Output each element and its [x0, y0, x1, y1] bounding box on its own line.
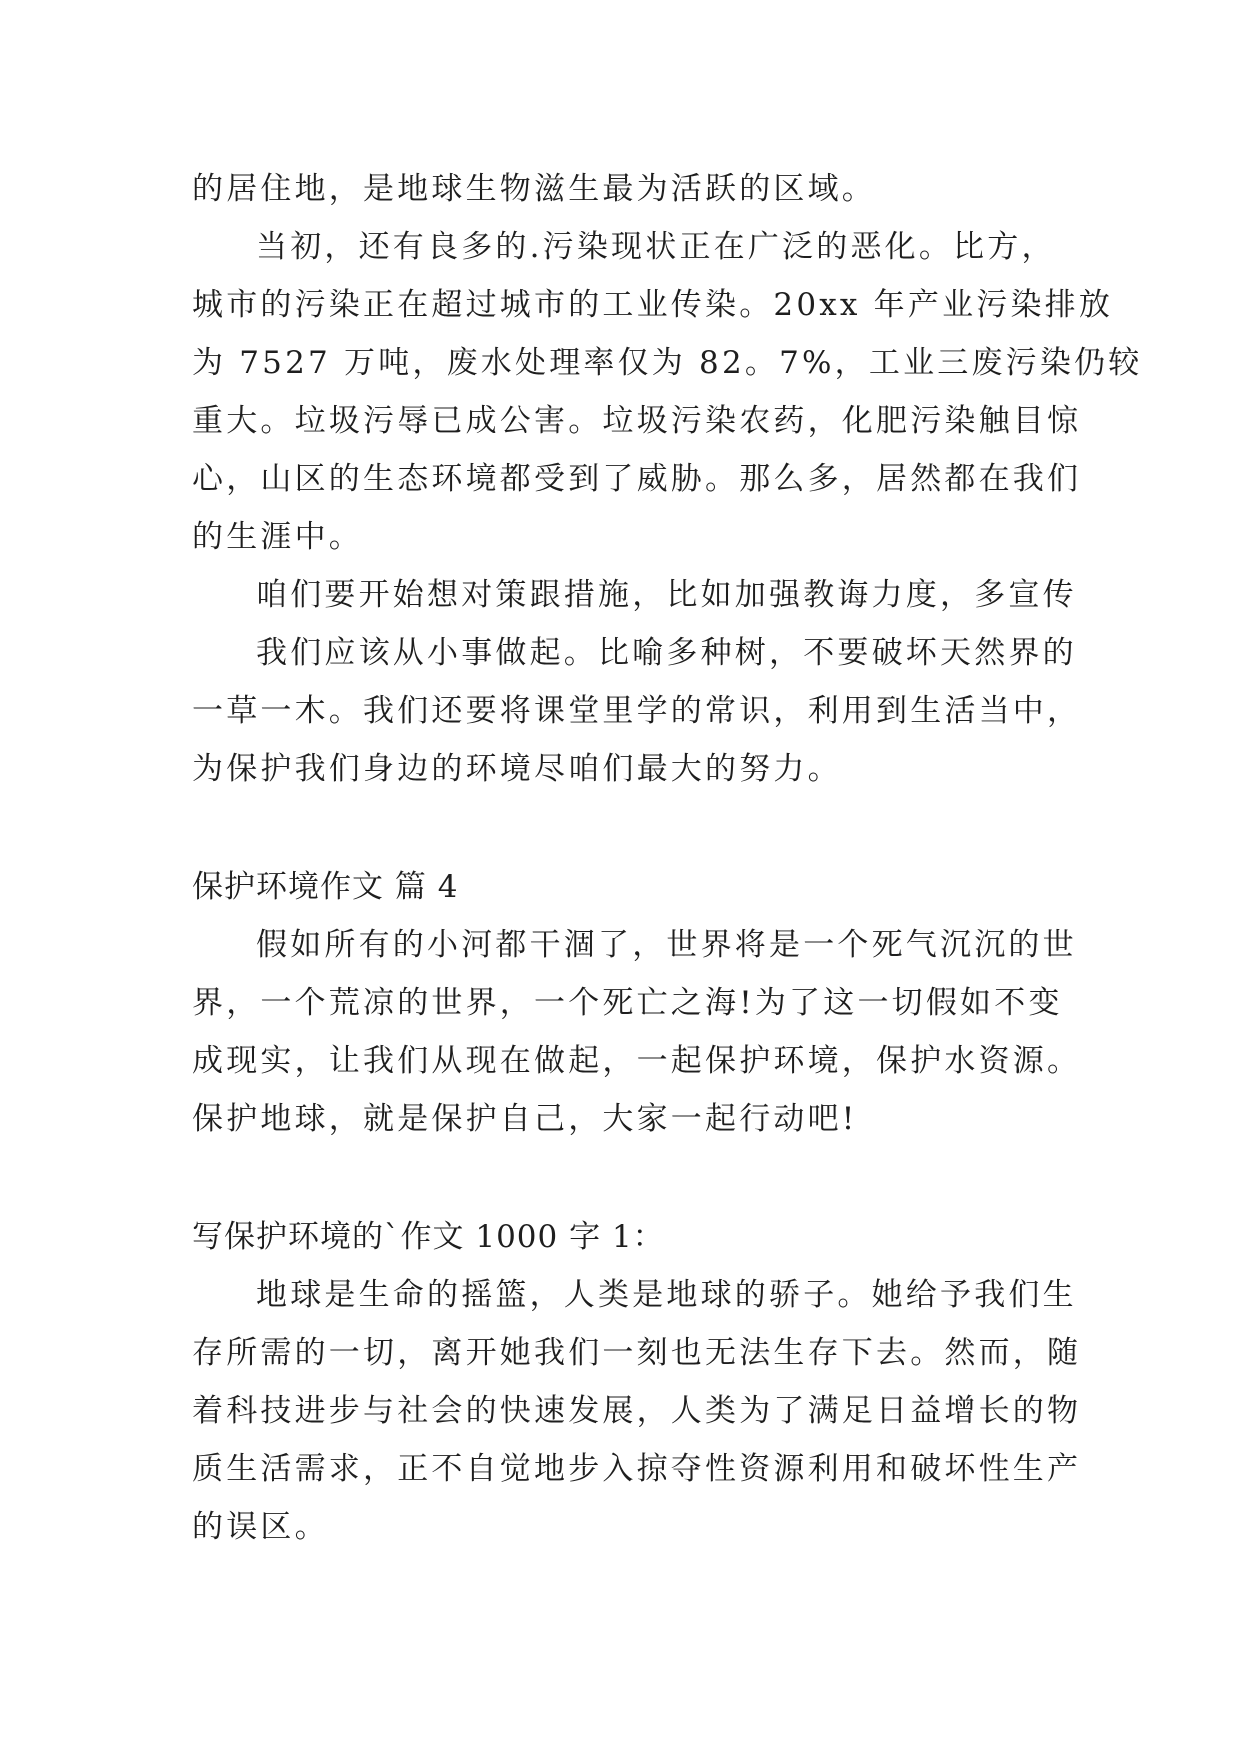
text-line: 重大。垃圾污辱已成公害。垃圾污染农药，化肥污染触目惊 — [192, 403, 1082, 439]
section-gap — [192, 1148, 1072, 1208]
text-line: 我们应该从小事做起。比喻多种树，不要破坏天然界的 — [256, 635, 1077, 671]
text-line: 咱们要开始想对策跟措施，比如加强教诲力度，多宣传 — [256, 577, 1077, 613]
section-heading: 写保护环境的`作文 1000 字 1： — [192, 1219, 665, 1255]
text-line: 存所需的一切，离开她我们一刻也无法生存下去。然而，随 — [192, 1335, 1082, 1371]
document-body — [192, 160, 1143, 1556]
text-line: 质生活需求，正不自觉地步入掠夺性资源利用和破坏性生产 — [192, 1451, 1082, 1487]
text-line: 假如所有的小河都干涸了，世界将是一个死气沉沉的世 — [256, 927, 1077, 963]
text-line: 界，一个荒凉的世界，一个死亡之海!为了这一切假如不变 — [192, 985, 1063, 1021]
section-gap — [192, 798, 1072, 858]
text-line: 城市的污染正在超过城市的工业传染。20xx 年产业污染排放 — [192, 287, 1114, 323]
text-line: 为 7527 万吨，废水处理率仅为 82。7%，工业三废污染仍较 — [192, 345, 1143, 381]
text-line: 的误区。 — [192, 1509, 329, 1545]
text-line: 为保护我们身边的环境尽咱们最大的努力。 — [192, 751, 842, 787]
text-line: 的生涯中。 — [192, 519, 363, 555]
text-line: 地球是生命的摇篮，人类是地球的骄子。她给予我们生 — [256, 1277, 1077, 1313]
text-line: 成现实，让我们从现在做起，一起保护环境，保护水资源。 — [192, 1043, 1082, 1079]
text-line: 当初，还有良多的.污染现状正在广泛的恶化。比方， — [256, 229, 1056, 265]
text-line: 着科技进步与社会的快速发展，人类为了满足日益增长的物 — [192, 1393, 1082, 1429]
text-line: 的居住地，是地球生物滋生最为活跃的区域。 — [192, 171, 876, 207]
text-line: 保护地球，就是保护自己，大家一起行动吧! — [192, 1101, 858, 1137]
section-heading: 保护环境作文 篇 4 — [192, 869, 459, 905]
text-line: 心，山区的生态环境都受到了威胁。那么多，居然都在我们 — [192, 461, 1082, 497]
text-line: 一草一木。我们还要将课堂里学的常识，利用到生活当中， — [192, 693, 1082, 729]
